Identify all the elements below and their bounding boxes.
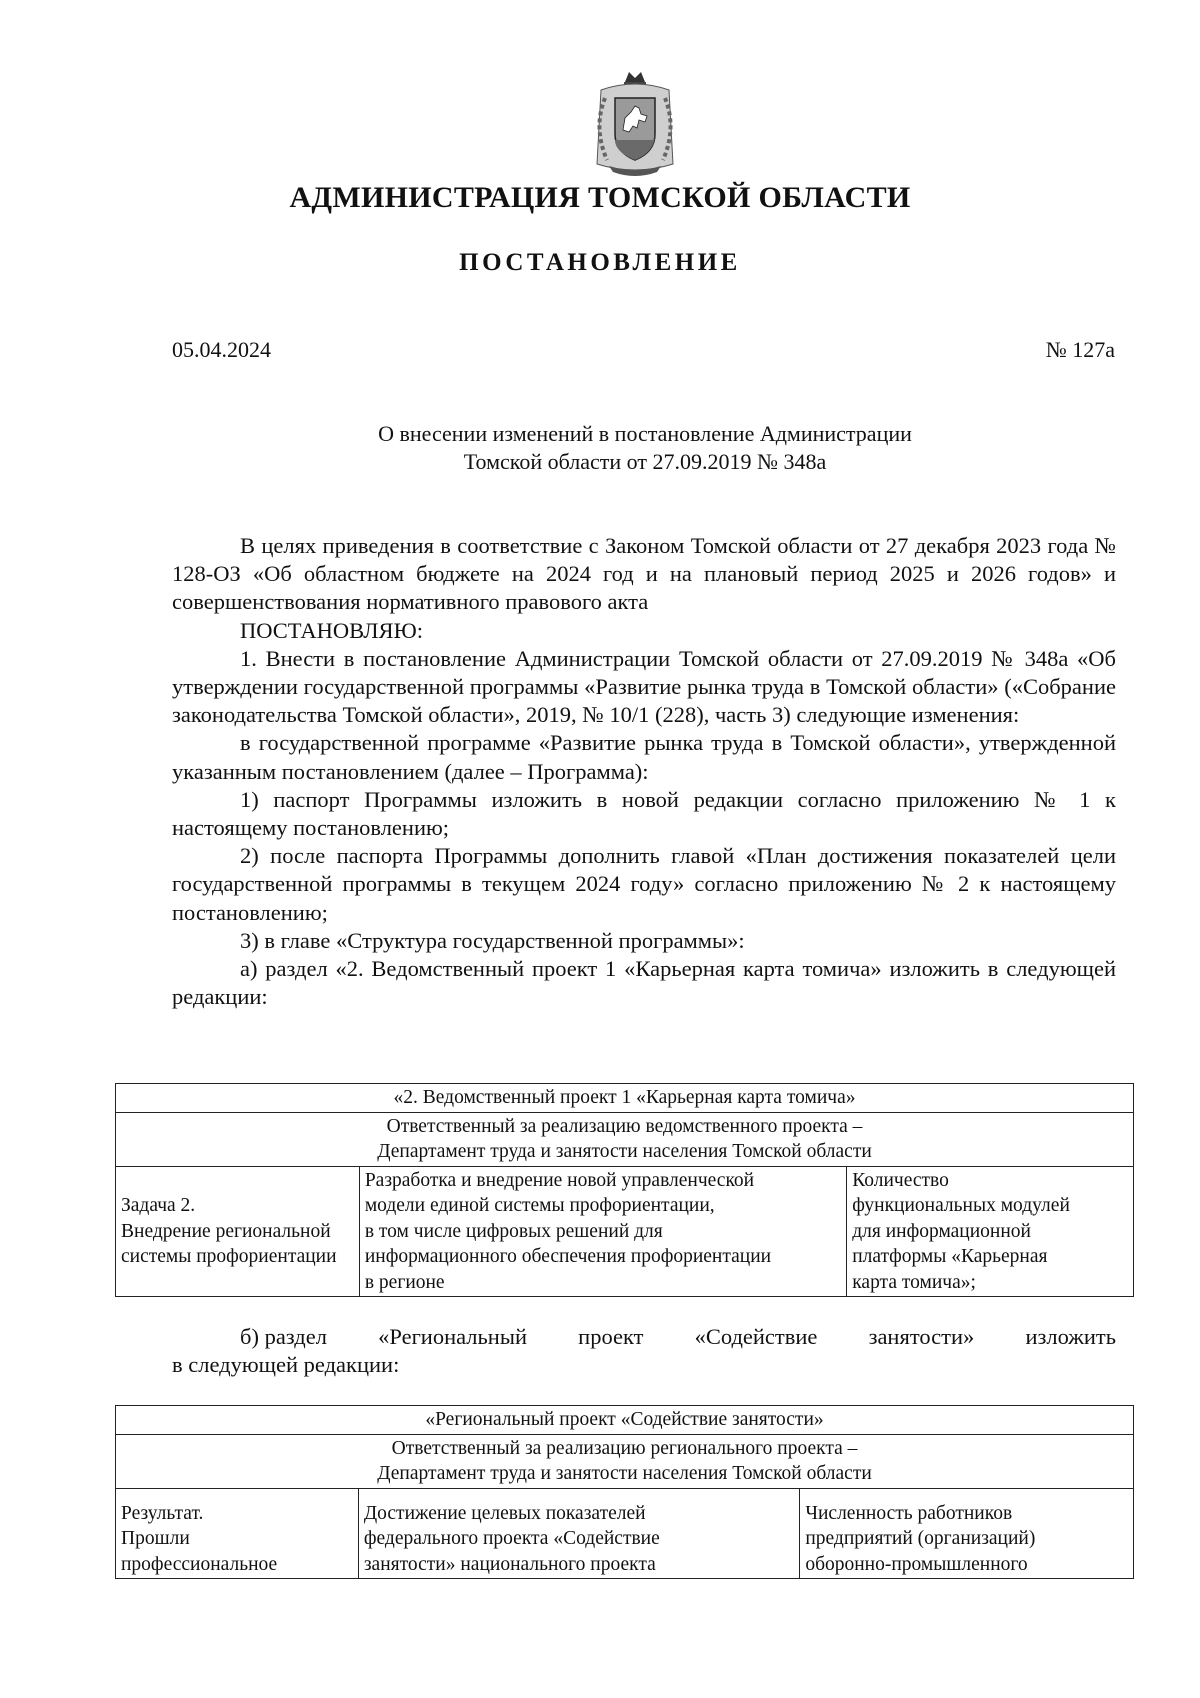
table-responsible — [116, 1434, 1134, 1488]
table-title: «Региональный проект «Содействие занятости» — [116, 1406, 1134, 1435]
table-cell-indicator — [800, 1488, 1134, 1579]
cell-line: в регионе — [364, 1271, 445, 1293]
cell-line: оборонно-промышленного — [805, 1553, 1028, 1575]
cell-line: в том числе цифровых решений для — [364, 1220, 663, 1242]
body-paragraph: 1. Внести в постановление Администрации Томской области от 27.09.2019 № 348а «Об утверждении государственной программы «Развитие рынка труда в Томской области» («Собрание законодательства Томской области», 2019, № 10/1 (228), часть 3) следующие изменения: — [172, 645, 1116, 728]
responsible-line: Департамент труда и занятости населения Томской области — [377, 1141, 872, 1162]
cell-line: занятости» национального проекта — [363, 1553, 656, 1575]
table-cell-result — [116, 1488, 359, 1579]
cell-line: платформы «Карьерная — [852, 1246, 1048, 1267]
cell-line: Количество — [852, 1169, 949, 1191]
table-title: «2. Ведомственный проект 1 «Карьерная карта томича» — [116, 1084, 1134, 1113]
section-b-word: б) раздел — [240, 1324, 327, 1349]
section-b-line: в следующей редакции: — [172, 1352, 400, 1378]
cell-line: Численность работников — [805, 1502, 1013, 1524]
document-subject — [172, 420, 1118, 476]
table-responsible — [116, 1112, 1134, 1166]
responsible-line: Ответственный за реализацию регионального проекта – — [391, 1437, 858, 1459]
cell-line: Внедрение региональной — [121, 1220, 331, 1242]
subject-line: О внесении изменений в постановление Администрации — [378, 421, 912, 446]
cell-line: информационного обеспечения профориентации — [364, 1246, 772, 1267]
cell-line: для информационной — [852, 1220, 1031, 1242]
cell-line: профессиональное — [121, 1553, 278, 1575]
cell-line: Результат. — [121, 1502, 204, 1524]
section-b-word: «Содействие — [694, 1324, 818, 1349]
section-b-word: проект — [578, 1324, 644, 1349]
cell-line: Разработка и внедрение новой управленческой — [364, 1169, 755, 1191]
cell-line: карта томича»; — [852, 1271, 976, 1293]
body-resolve-word: ПОСТАНОВЛЯЮ: — [240, 617, 423, 643]
body-paragraph: а) раздел «2. Ведомственный проект 1 «Карьерная карта томича» изложить в следующей редакции: — [172, 956, 1116, 1010]
body-paragraph: 3) в главе «Структура государственной программы»: — [240, 927, 745, 953]
cell-line: предприятий (организаций) — [805, 1528, 1036, 1549]
document-type: ПОСТАНОВЛЕНИЕ — [459, 249, 741, 276]
section-b-paragraph — [172, 1323, 1116, 1379]
tomsk-oblast-coat-of-arms-icon — [587, 68, 683, 180]
cell-line: модели единой системы профориентации, — [364, 1195, 715, 1216]
body-paragraph: 1) паспорт Программы изложить в новой редакции согласно приложению № 1 к настоящему постановлению; — [172, 786, 1116, 841]
section-b-word: занятости» — [868, 1324, 975, 1349]
responsible-line: Ответственный за реализацию ведомственного проекта – — [386, 1115, 863, 1137]
cell-line: Прошли — [121, 1528, 190, 1549]
body-paragraph: 2) после паспорта Программы дополнить главой «План достижения показателей цели государственной программы в текущем 2024 году» согласно приложению № 2 к настоящему постановлению; — [172, 843, 1116, 925]
body-paragraph: В целях приведения в соответствие с Законом Томской области от 27 декабря 2023 года № 128-ОЗ «Об областном бюджете на 2024 год и на плановый период 2025 и 2026 годов» и совершенствования нормативного правового акта — [172, 533, 1116, 615]
table-cell-activity — [359, 1166, 846, 1297]
departmental-project-table — [115, 1083, 1134, 1297]
cell-line: Достижение целевых показателей — [363, 1502, 646, 1524]
section-b-word: «Региональный — [378, 1324, 527, 1349]
cell-line: Задача 2. — [121, 1195, 196, 1216]
cell-line: системы профориентации — [121, 1246, 337, 1267]
subject-line: Томской области от 27.09.2019 № 348а — [463, 449, 827, 474]
regional-project-table — [115, 1405, 1134, 1579]
document-number: № 127а — [1045, 337, 1115, 362]
cell-line: функциональных модулей — [852, 1195, 1070, 1216]
body-paragraph: в государственной программе «Развитие рынка труда в Томской области», утвержденной указанным постановлением (далее – Программа): — [172, 730, 1116, 784]
table-cell-indicator — [847, 1166, 1134, 1297]
document-date: 05.04.2024 — [172, 337, 271, 362]
section-b-word: изложить — [1025, 1324, 1116, 1349]
organization-title: АДМИНИСТРАЦИЯ ТОМСКОЙ ОБЛАСТИ — [289, 181, 911, 214]
responsible-line: Департамент труда и занятости населения Томской области — [377, 1463, 872, 1484]
document-body — [172, 532, 1116, 1011]
cell-line: федерального проекта «Содействие — [363, 1528, 660, 1549]
table-cell-activity — [358, 1488, 799, 1579]
table-cell-task — [116, 1166, 360, 1297]
